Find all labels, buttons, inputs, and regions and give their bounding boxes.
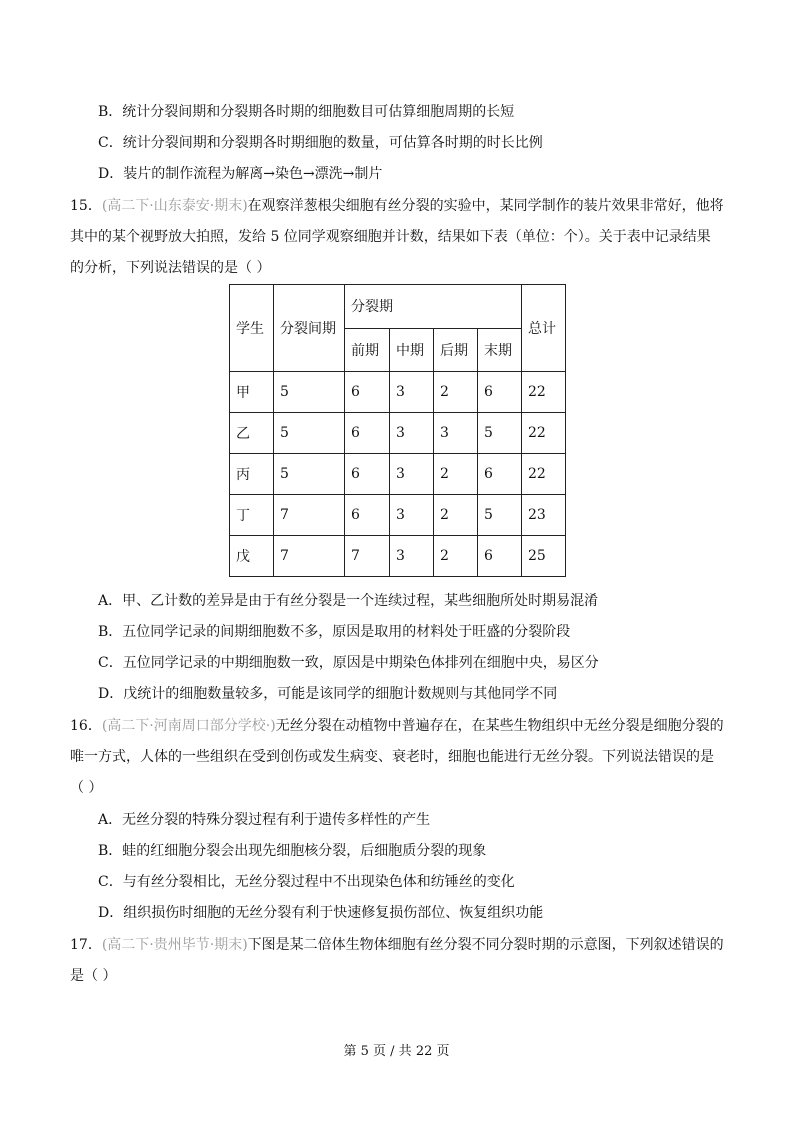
cell-metaphase: 3 <box>390 495 434 536</box>
q16-number: 16． <box>70 718 102 734</box>
cell-student: 戊 <box>230 536 274 577</box>
q17-stem-line-1 <box>70 934 724 956</box>
q16-stem-line-1 <box>70 715 724 737</box>
cell-student: 丁 <box>230 495 274 536</box>
cell-anaphase: 3 <box>434 413 478 454</box>
header-metaphase: 中期 <box>390 328 434 372</box>
q16-option-a: A．无丝分裂的特殊分裂过程有利于遗传多样性的产生 <box>98 812 431 828</box>
q16-stem-line-2: 唯一方式，人体的一些组织在受到创伤或发生病变、衰老时，细胞也能进行无丝分裂。下列说法错误的是 <box>70 749 714 765</box>
page-footer: 第 5 页 / 共 22 页 <box>343 1044 450 1059</box>
cell-prophase: 6 <box>345 372 390 413</box>
q16-source: (高二下·河南周口部分学校·) <box>101 718 276 734</box>
header-student: 学生 <box>230 285 274 372</box>
cell-interphase: 5 <box>274 372 345 413</box>
cell-prophase: 7 <box>345 536 390 577</box>
q16-stem-text-1: 无丝分裂在动植物中普遍存在，在某些生物组织中无丝分裂是细胞分裂的 <box>275 718 724 734</box>
table-row <box>230 372 566 413</box>
q17-source: (高二下·贵州毕节·期末) <box>101 937 248 953</box>
cell-student: 甲 <box>230 372 274 413</box>
q15-option-d: D．戊统计的细胞数量较多，可能是该同学的细胞计数规则与其他同学不同 <box>98 686 558 702</box>
header-anaphase: 后期 <box>434 328 478 372</box>
q17-stem-text-1: 下图是某二倍体生物体细胞有丝分裂不同分裂时期的示意图，下列叙述错误的 <box>247 937 724 953</box>
cell-metaphase: 3 <box>390 454 434 495</box>
cell-student: 乙 <box>230 413 274 454</box>
cell-interphase: 5 <box>274 454 345 495</box>
q15-stem-line-3: 的分析，下列说法错误的是（ ） <box>70 260 271 276</box>
cell-telophase: 5 <box>478 413 522 454</box>
q16-stem-line-3: （ ） <box>70 780 103 796</box>
cell-metaphase: 3 <box>390 413 434 454</box>
cell-count-table <box>229 284 566 577</box>
cell-metaphase: 3 <box>390 536 434 577</box>
q15-stem-line-2: 其中的某个视野放大拍照，发给 5 位同学观察细胞并计数，结果如下表（单位：个）。关于表中记录结果 <box>70 229 711 245</box>
cell-total: 22 <box>522 413 566 454</box>
table-row <box>230 454 566 495</box>
q15-option-b: B．五位同学记录的间期细胞数不多，原因是取用的材料处于旺盛的分裂阶段 <box>98 624 571 640</box>
cell-metaphase: 3 <box>390 372 434 413</box>
q14-option-c: C．统计分裂间期和分裂期各时期细胞的数量，可估算各时期的时长比例 <box>98 135 543 151</box>
header-telophase: 末期 <box>478 328 522 372</box>
table-row <box>230 495 566 536</box>
q15-stem-line-1 <box>70 195 724 217</box>
cell-total: 23 <box>522 495 566 536</box>
q14-option-b: B．统计分裂间期和分裂期各时期的细胞数目可估算细胞周期的长短 <box>98 104 515 120</box>
cell-anaphase: 2 <box>434 454 478 495</box>
cell-telophase: 6 <box>478 372 522 413</box>
cell-interphase: 7 <box>274 495 345 536</box>
cell-anaphase: 2 <box>434 495 478 536</box>
q16-option-c: C．与有丝分裂相比，无丝分裂过程中不出现染色体和纺锤丝的变化 <box>98 874 515 890</box>
q15-stem-text-1: 在观察洋葱根尖细胞有丝分裂的实验中，某同学制作的装片效果非常好，他将 <box>247 198 724 214</box>
header-prophase: 前期 <box>345 328 390 372</box>
cell-telophase: 6 <box>478 454 522 495</box>
cell-student: 丙 <box>230 454 274 495</box>
q16-option-b: B．蛙的红细胞分裂会出现先细胞核分裂，后细胞质分裂的现象 <box>98 843 487 859</box>
table-row <box>230 536 566 577</box>
q17-number: 17． <box>70 937 102 953</box>
cell-total: 25 <box>522 536 566 577</box>
header-interphase: 分裂间期 <box>274 285 345 372</box>
cell-prophase: 6 <box>345 413 390 454</box>
cell-total: 22 <box>522 454 566 495</box>
cell-anaphase: 2 <box>434 536 478 577</box>
header-mitosis: 分裂期 <box>345 285 522 329</box>
cell-prophase: 6 <box>345 495 390 536</box>
q15-option-c: C．五位同学记录的中期细胞数一致，原因是中期染色体排列在细胞中央，易区分 <box>98 655 599 671</box>
q16-option-d: D．组织损伤时细胞的无丝分裂有利于快速修复损伤部位、恢复组织功能 <box>98 905 544 921</box>
cell-interphase: 5 <box>274 413 345 454</box>
table-header-row-1 <box>230 285 566 329</box>
cell-interphase: 7 <box>274 536 345 577</box>
cell-prophase: 6 <box>345 454 390 495</box>
table-row <box>230 413 566 454</box>
q14-option-d: D．装片的制作流程为解离→染色→漂洗→制片 <box>98 166 383 182</box>
q15-number: 15． <box>70 198 102 214</box>
q15-source: (高二下·山东泰安·期末) <box>101 198 248 214</box>
q17-stem-line-2: 是（ ） <box>70 968 117 984</box>
cell-total: 22 <box>522 372 566 413</box>
q15-option-a: A．甲、乙计数的差异是由于有丝分裂是一个连续过程，某些细胞所处时期易混淆 <box>98 593 599 609</box>
cell-telophase: 5 <box>478 495 522 536</box>
cell-anaphase: 2 <box>434 372 478 413</box>
cell-telophase: 6 <box>478 536 522 577</box>
header-total: 总计 <box>522 285 566 372</box>
